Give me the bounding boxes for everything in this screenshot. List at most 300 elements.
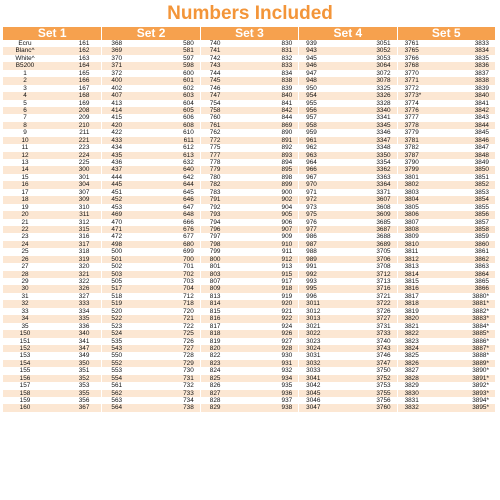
table-cell: 3072 — [376, 69, 391, 77]
table-cell: 727 — [183, 344, 194, 352]
table-cell: 924 — [281, 322, 293, 330]
table-cell: 890 — [281, 129, 293, 137]
table-row — [102, 100, 199, 107]
table-cell: 3817 — [404, 292, 419, 300]
table-cell: 738 — [183, 404, 194, 412]
table-cell: 721 — [183, 315, 194, 323]
table-cell: 3046 — [306, 397, 321, 404]
table-cell: 3771 — [404, 77, 419, 85]
table-row — [201, 397, 298, 404]
table-cell: 17 — [21, 188, 29, 196]
table-cell: 150 — [19, 330, 31, 338]
table-cell: 799 — [209, 248, 221, 256]
table-cell: 3850 — [474, 166, 489, 174]
table-cell: 680 — [183, 240, 194, 248]
table-cell: 3851 — [474, 173, 489, 181]
table-cell: 14 — [21, 166, 29, 174]
table-cell: 209 — [78, 114, 90, 122]
table-row — [201, 100, 298, 107]
table-cell: 352 — [78, 374, 90, 382]
table-row — [398, 323, 495, 330]
table-cell: 3713 — [376, 278, 391, 285]
table-row — [102, 92, 199, 99]
table-row — [102, 204, 199, 211]
table-cell: 517 — [111, 285, 123, 293]
table-cell: 733 — [183, 389, 194, 397]
table-cell: 15 — [21, 173, 29, 181]
table-row — [3, 47, 101, 54]
table-row — [201, 330, 298, 337]
table-cell: 11 — [21, 144, 29, 152]
table-cell: 956 — [306, 106, 317, 114]
table-cell: 3325 — [376, 84, 391, 92]
table-cell: 801 — [209, 263, 221, 271]
table-row — [102, 122, 199, 129]
table-row — [299, 159, 396, 166]
table-cell: 820 — [209, 344, 221, 352]
table-row — [102, 293, 199, 300]
table-cell: 471 — [111, 225, 123, 233]
table-row — [299, 196, 396, 203]
table-row — [201, 114, 298, 121]
table-row — [201, 137, 298, 144]
table-cell: 902 — [281, 196, 293, 204]
table-row — [201, 92, 298, 99]
table-cell: 326 — [78, 285, 90, 293]
table-cell: 701 — [183, 263, 194, 271]
table-row — [299, 85, 396, 92]
table-cell: 957 — [306, 114, 317, 122]
table-row — [102, 382, 199, 389]
table-row — [398, 248, 495, 255]
table-cell: 3895* — [472, 404, 489, 412]
table-row — [299, 308, 396, 315]
table-cell: Blanc^ — [15, 47, 35, 55]
table-cell: 498 — [111, 240, 123, 248]
table-cell: 3753 — [376, 382, 391, 390]
table-cell: 919 — [281, 292, 293, 300]
table-row — [201, 263, 298, 270]
table-cell: 734 — [183, 397, 194, 404]
table-cell: 917 — [281, 278, 293, 285]
table-cell: 34 — [21, 315, 29, 323]
table-cell: 311 — [79, 211, 90, 219]
table-cell: 824 — [209, 367, 221, 375]
table-cell: 3722 — [376, 300, 391, 308]
table-row — [398, 196, 495, 203]
table-cell: 225 — [78, 159, 90, 166]
table-cell: 807 — [209, 278, 221, 285]
table-cell: 159 — [19, 397, 31, 404]
table-cell: 3364 — [376, 181, 391, 189]
table-row — [102, 285, 199, 292]
table-row — [201, 315, 298, 322]
table-row — [102, 211, 199, 218]
table-cell: 368 — [111, 40, 123, 47]
table-row — [398, 77, 495, 84]
table-cell: 166 — [78, 77, 90, 85]
table-row — [3, 226, 101, 233]
table-cell: 677 — [183, 233, 194, 241]
table-row — [398, 241, 495, 248]
table-row — [398, 47, 495, 54]
table-row — [102, 233, 199, 240]
table-row — [398, 375, 495, 382]
table-row — [398, 390, 495, 397]
table-cell: 817 — [209, 322, 221, 330]
set-column-1 — [3, 27, 101, 412]
table-cell: 320 — [78, 263, 90, 271]
table-cell: 648 — [183, 211, 194, 219]
table-cell: 3347 — [376, 136, 391, 144]
table-row — [299, 397, 396, 404]
table-row — [299, 278, 396, 285]
table-row — [3, 219, 101, 226]
table-cell: 699 — [183, 248, 194, 256]
table-cell: 333 — [78, 300, 90, 308]
table-cell: 223 — [78, 144, 90, 152]
table-cell: 3855 — [474, 203, 489, 211]
set-header: Set 1 — [3, 27, 101, 40]
table-cell: 300 — [78, 166, 90, 174]
table-cell: 518 — [111, 292, 123, 300]
table-row — [3, 390, 101, 397]
table-cell: 921 — [281, 307, 293, 315]
table-cell: 732 — [183, 382, 194, 390]
table-cell: 3727 — [376, 315, 391, 323]
table-cell: 160 — [19, 404, 31, 412]
table-cell: 522 — [111, 315, 123, 323]
set-header: Set 4 — [299, 27, 396, 40]
table-cell: 434 — [111, 144, 123, 152]
table-cell: 839 — [281, 84, 293, 92]
table-cell: 993 — [306, 278, 317, 285]
table-cell: 3012 — [306, 307, 321, 315]
table-cell: 3821 — [404, 322, 419, 330]
table-row — [201, 323, 298, 330]
table-row — [398, 144, 495, 151]
table-cell: 3886* — [472, 337, 489, 345]
table-row — [201, 256, 298, 263]
table-cell: 612 — [183, 144, 194, 152]
table-cell: 413 — [111, 99, 123, 107]
table-cell: 972 — [306, 196, 317, 204]
table-row — [3, 152, 101, 159]
table-row — [3, 181, 101, 188]
table-row — [398, 233, 495, 240]
table-cell: 3863 — [474, 263, 489, 271]
table-cell: 3777 — [404, 114, 419, 122]
table-cell: 959 — [306, 129, 317, 137]
table-cell: 3891* — [472, 374, 489, 382]
table-cell: 3808 — [404, 225, 419, 233]
table-cell: 162 — [78, 47, 90, 55]
table-cell: 3826 — [404, 359, 419, 367]
table-cell: 740 — [209, 40, 221, 47]
table-cell: 26 — [21, 255, 29, 263]
table-row — [102, 352, 199, 359]
table-cell: 702 — [183, 270, 194, 278]
table-cell: 600 — [183, 69, 194, 77]
table-cell: 822 — [209, 352, 221, 360]
table-cell: 666 — [183, 218, 194, 226]
table-cell: 3740 — [376, 337, 391, 345]
table-cell: 3859 — [474, 233, 489, 241]
table-cell: 608 — [183, 121, 194, 129]
table-row — [3, 308, 101, 315]
table-row — [102, 181, 199, 188]
table-row — [3, 166, 101, 173]
table-cell: 3024 — [306, 344, 321, 352]
table-cell: 3812 — [404, 255, 419, 263]
table-row — [398, 152, 495, 159]
table-cell: 453 — [111, 203, 123, 211]
table-cell: 18 — [21, 196, 29, 204]
table-cell: 437 — [111, 166, 123, 174]
table-cell: 3774 — [404, 99, 419, 107]
table-cell: 976 — [306, 218, 317, 226]
table-cell: 3609 — [376, 211, 391, 219]
table-row — [3, 107, 101, 114]
table-cell: 3688 — [376, 233, 391, 241]
table-cell: 581 — [183, 47, 194, 55]
table-cell: 3760 — [376, 404, 391, 412]
table-cell: 3348 — [376, 144, 391, 152]
table-row — [201, 40, 298, 47]
table-row — [201, 241, 298, 248]
table-cell: 794 — [209, 218, 221, 226]
table-cell: 3340 — [376, 106, 391, 114]
table-row — [398, 114, 495, 121]
table-row — [299, 92, 396, 99]
table-cell: 3849 — [474, 159, 489, 166]
table-cell: 28 — [21, 270, 29, 278]
table-cell: 777 — [209, 151, 221, 159]
table-cell: 640 — [183, 166, 194, 174]
table-row — [102, 40, 199, 47]
table-cell: 834 — [281, 69, 293, 77]
table-cell: 433 — [111, 136, 123, 144]
table-cell: 645 — [183, 188, 194, 196]
table-row — [299, 345, 396, 352]
table-cell: 895 — [281, 166, 293, 174]
table-row — [398, 315, 495, 322]
table-cell: 3881* — [472, 300, 489, 308]
table-row — [102, 144, 199, 151]
table-cell: 712 — [183, 292, 194, 300]
table-cell: 3860 — [474, 240, 489, 248]
table-row — [3, 55, 101, 62]
table-cell: 3766 — [404, 54, 419, 62]
table-cell: 161 — [78, 40, 90, 47]
table-row — [102, 196, 199, 203]
table-cell: 743 — [209, 62, 221, 70]
table-row — [398, 166, 495, 173]
table-cell: 519 — [111, 300, 123, 308]
table-cell: 838 — [281, 77, 293, 85]
table-cell: 3847 — [474, 144, 489, 152]
table-cell: 934 — [281, 374, 293, 382]
table-cell: 208 — [78, 106, 90, 114]
table-row — [3, 77, 101, 84]
table-row — [299, 382, 396, 389]
table-row — [102, 152, 199, 159]
table-row — [201, 122, 298, 129]
table-row — [201, 300, 298, 307]
table-cell: 3834 — [474, 47, 489, 55]
table-cell: 3685 — [376, 218, 391, 226]
table-row — [398, 174, 495, 181]
table-cell: 3829 — [404, 382, 419, 390]
table-cell: 369 — [111, 47, 123, 55]
table-cell: 963 — [306, 151, 317, 159]
table-cell: 3823 — [404, 337, 419, 345]
table-row — [398, 382, 495, 389]
table-row — [3, 196, 101, 203]
table-row — [299, 293, 396, 300]
table-row — [3, 360, 101, 367]
table-cell: 3052 — [376, 47, 391, 55]
table-cell: 912 — [281, 255, 293, 263]
table-cell: 833 — [281, 62, 293, 70]
table-cell: 791 — [209, 196, 221, 204]
table-row — [201, 382, 298, 389]
table-cell: 3857 — [474, 218, 489, 226]
table-cell: 3750 — [376, 367, 391, 375]
table-cell: 3022 — [306, 330, 321, 338]
table-cell: 3755 — [376, 389, 391, 397]
table-cell: 355 — [78, 389, 90, 397]
table-row — [3, 315, 101, 322]
table-row — [3, 70, 101, 77]
table-cell: 13 — [21, 159, 29, 166]
table-row — [299, 137, 396, 144]
table-cell: 3848 — [474, 151, 489, 159]
table-cell: 3708 — [376, 263, 391, 271]
table-cell: 603 — [183, 92, 194, 100]
table-row — [398, 70, 495, 77]
table-cell: 3053 — [376, 54, 391, 62]
table-cell: 831 — [281, 47, 293, 55]
table-cell: 472 — [111, 233, 123, 241]
table-cell: 730 — [183, 367, 194, 375]
table-cell: 3839 — [474, 84, 489, 92]
table-cell: 304 — [78, 181, 90, 189]
table-cell: 955 — [306, 99, 317, 107]
table-row — [201, 285, 298, 292]
table-row — [201, 338, 298, 345]
table-cell: 422 — [111, 129, 123, 137]
table-cell: 224 — [78, 151, 90, 159]
table-row — [201, 360, 298, 367]
table-cell: 840 — [281, 92, 293, 100]
table-cell: 938 — [281, 404, 293, 412]
table-cell: 400 — [111, 77, 123, 85]
table-cell: 782 — [209, 181, 221, 189]
table-cell: 927 — [281, 337, 293, 345]
table-cell: 975 — [306, 211, 317, 219]
table-row — [398, 226, 495, 233]
table-cell: 367 — [78, 404, 90, 412]
table-cell: 899 — [281, 181, 293, 189]
table-row — [102, 271, 199, 278]
table-row — [299, 70, 396, 77]
table-cell: 894 — [281, 159, 293, 166]
table-cell: 842 — [281, 106, 293, 114]
table-cell: 3716 — [376, 285, 391, 293]
table-cell: 25 — [21, 248, 29, 256]
table-cell: 783 — [209, 188, 221, 196]
table-row — [201, 55, 298, 62]
table-row — [3, 114, 101, 121]
table-row — [398, 300, 495, 307]
table-cell: 27 — [21, 263, 29, 271]
table-cell: 950 — [306, 84, 317, 92]
table-cell: 451 — [111, 188, 123, 196]
table-cell: 809 — [209, 285, 221, 293]
table-row — [201, 70, 298, 77]
table-cell: 3371 — [376, 188, 391, 196]
table-cell: 210 — [78, 121, 90, 129]
table-cell: 3885* — [472, 330, 489, 338]
table-cell: 415 — [111, 114, 123, 122]
table-row — [102, 107, 199, 114]
table-cell: 153 — [19, 352, 31, 360]
table-cell: 3830 — [404, 389, 419, 397]
table-cell: 3706 — [376, 255, 391, 263]
table-row — [398, 129, 495, 136]
table-cell: 3752 — [376, 374, 391, 382]
table-cell: 3761 — [404, 40, 419, 47]
table-row — [299, 352, 396, 359]
table-row — [102, 404, 199, 411]
table-row — [3, 144, 101, 151]
table-cell: 523 — [111, 322, 123, 330]
table-cell: 825 — [209, 374, 221, 382]
table-row — [3, 397, 101, 404]
table-cell: 3836 — [474, 62, 489, 70]
table-cell: 3743 — [376, 344, 391, 352]
table-cell: 3884* — [472, 322, 489, 330]
table-row — [398, 330, 495, 337]
table-cell: 3835 — [474, 54, 489, 62]
table-cell: 309 — [78, 196, 90, 204]
table-cell: 31 — [21, 292, 29, 300]
table-cell: 3827 — [404, 367, 419, 375]
table-cell: 992 — [306, 270, 317, 278]
table-cell: 3816 — [404, 285, 419, 293]
table-cell: 3345 — [376, 121, 391, 129]
table-cell: 3814 — [404, 270, 419, 278]
table-row — [299, 315, 396, 322]
table-cell: 977 — [306, 225, 317, 233]
table-row — [299, 174, 396, 181]
table-row — [102, 47, 199, 54]
table-row — [398, 345, 495, 352]
table-cell: 505 — [111, 278, 123, 285]
table-cell: 3781 — [404, 136, 419, 144]
table-cell: 760 — [209, 114, 221, 122]
table-cell: 3845 — [474, 129, 489, 137]
table-cell: 3888* — [472, 352, 489, 360]
table-cell: 3346 — [376, 129, 391, 137]
table-cell: 5 — [23, 99, 27, 107]
table-cell: 6 — [23, 106, 27, 114]
table-cell: 803 — [209, 270, 221, 278]
table-row — [102, 137, 199, 144]
table-row — [102, 248, 199, 255]
table-row — [102, 338, 199, 345]
